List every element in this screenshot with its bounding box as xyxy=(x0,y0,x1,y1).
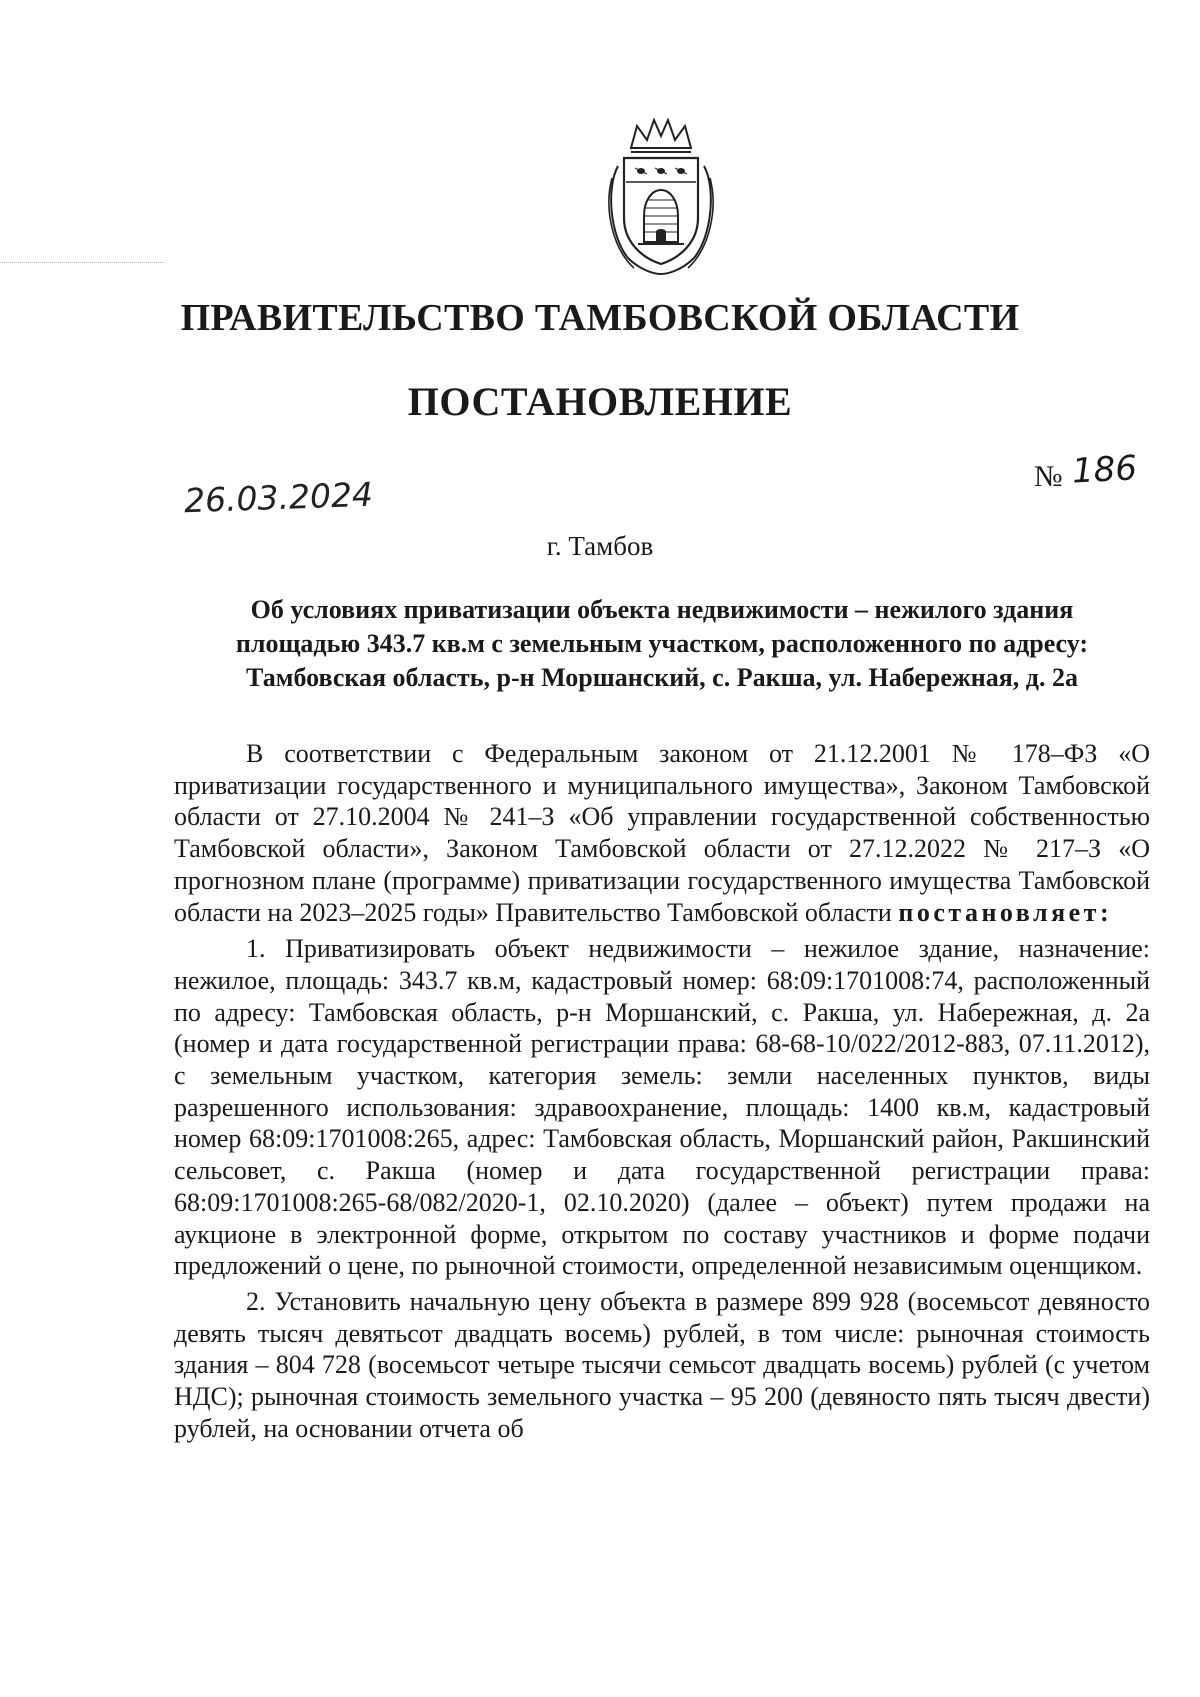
decree-colon: : xyxy=(1099,897,1109,927)
decree-word: постановляет xyxy=(898,897,1100,927)
subject-line: Об условиях приватизации объекта недвижимости – нежилого здания xyxy=(250,595,1074,624)
document-subject-heading xyxy=(168,593,1156,695)
handwritten-date: 26.03.2024 xyxy=(183,474,374,521)
preamble-paragraph xyxy=(174,738,1150,928)
document-type-title: ПОСТАНОВЛЕНИЕ xyxy=(407,379,793,424)
number-sign: № xyxy=(1034,460,1063,493)
item-1-paragraph: 1. Приватизировать объект недвижимости – нежилое здание, назначение: нежилое, площадь: 343.7 кв.м, кадастровый номер: 68:09:1701008:74, расположенный по адресу: Тамбовская область, р-н Моршанский, с. Ракша, ул. Набережная, д. 2а (номер и дата государственной регистрации права: 68-68-10/022/2012-883, 07.11.2012), с земельным участком, категория земель: земли населенных пунктов, виды разрешенного использования: здравоохранение, площадь: 1400 кв.м, кадастровый номер 68:09:1701008:265, адрес: Тамбовская область, Моршанский район, Ракшинский сельсовет, с. Ракша (номер и дата государственной регистрации права: 68:09:1701008:265-68/082/2020-1, 02.10.2020) (далее – объект) путем продажи на аукционе в электронной форме, открытом по составу участников и форме подачи предложений о цене, по рыночной стоимости, определенной независимым оценщиком. xyxy=(174,934,1150,1281)
preamble-text: В соответствии с Федеральным законом от 21.12.2001 № 178–ФЗ «О приватизации государственного и муниципального имущества», Законом Тамбовской области от 27.10.2004 № 241–З «Об управлении государственной собственностью Тамбовской области», Законом Тамбовской области от 27.12.2022 № 217–З «О прогнозном плане (программе) приватизации государственного имущества Тамбовской области на 2023–2025 годы» Правительство Тамбовской области xyxy=(174,739,1150,927)
item-2-paragraph: 2. Установить начальную цену объекта в размере 899 928 (восемьсот девяносто девять тысяч девятьсот двадцать восемь) рублей, в том числе: рыночная стоимость здания – 804 728 (восемьсот четыре тысячи семьсот двадцать восемь) рублей (с учетом НДС); рыночная стоимость земельного участка – 95 200 (девяносто пять тысяч двести) рублей, на основании отчета об xyxy=(174,1286,1150,1443)
city-name: г. Тамбов xyxy=(546,531,654,561)
handwritten-document-number: 186 xyxy=(1070,448,1138,492)
document-body xyxy=(174,738,1150,1444)
subject-line: площадью 343.7 кв.м с земельным участком, расположенного по адресу: xyxy=(235,629,1089,658)
subject-line: Тамбовская область, р-н Моршанский, с. Ракша, ул. Набережная, д. 2а xyxy=(246,663,1078,692)
scan-edge-mark xyxy=(0,262,165,263)
coat-of-arms-icon xyxy=(604,118,718,276)
organization-title: ПРАВИТЕЛЬСТВО ТАМБОВСКОЙ ОБЛАСТИ xyxy=(180,297,1020,339)
